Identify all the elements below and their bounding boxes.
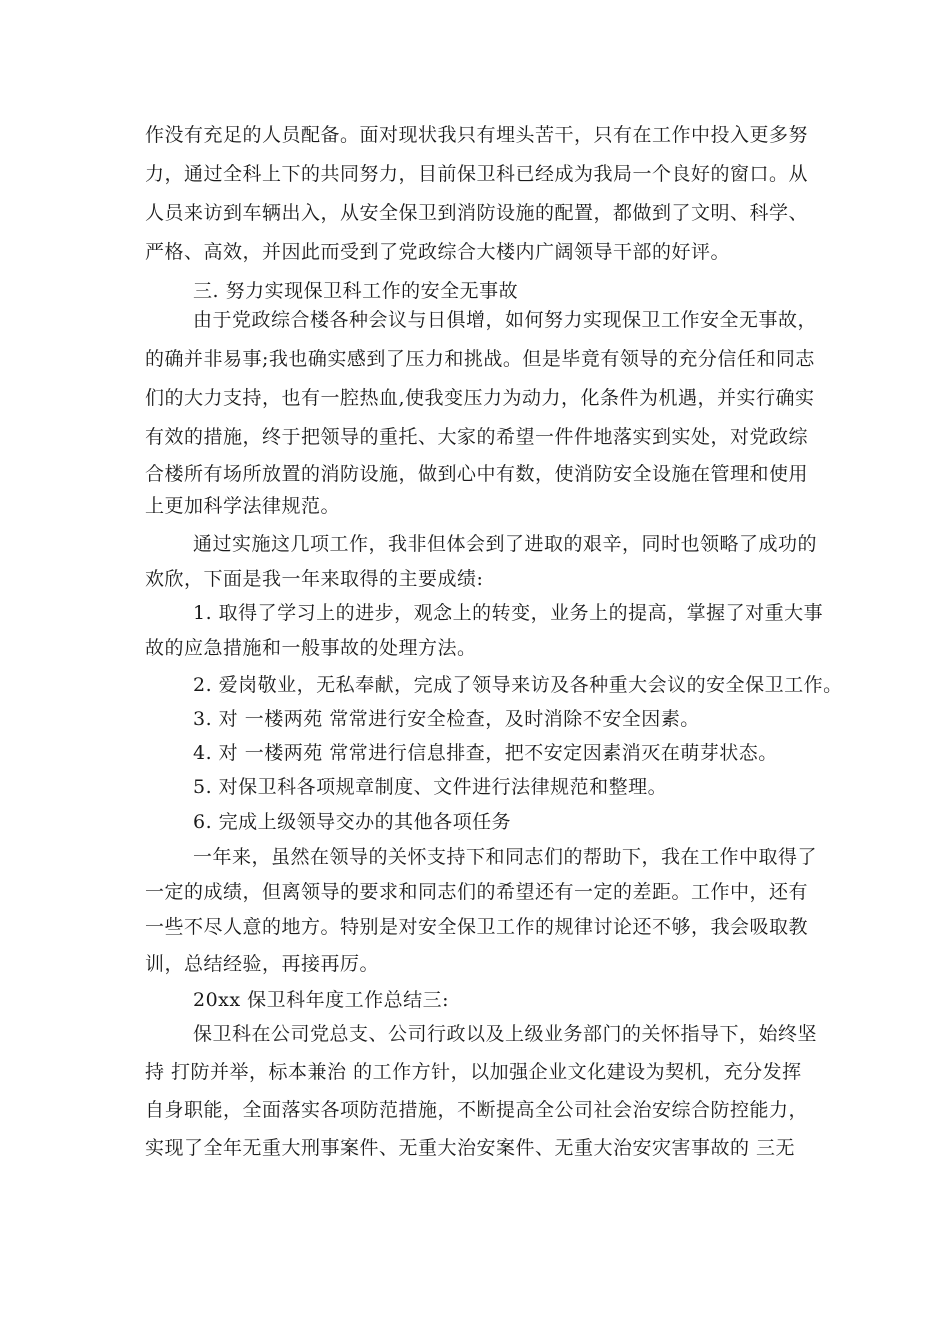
text-line: 持 打防并举，标本兼治 的工作方针，以加强企业文化建设为契机，充分发挥 <box>145 1061 802 1083</box>
text-line: 通过实施这几项工作，我非但体会到了进取的艰辛，同时也领略了成功的 <box>193 533 818 555</box>
text-line: 由于党政综合楼各种会议与日俱增，如何努力实现保卫工作安全无事故， <box>193 309 818 331</box>
text-line: 们的大力支持，也有一腔热血,使我变压力为动力，化条件为机遇，并实行确实 <box>145 387 815 409</box>
text-line: 严格、高效，并因此而受到了党政综合大楼内广阔领导干部的好评。 <box>145 241 731 263</box>
text-line: 自身职能，全面落实各项防范措施，不断提高全公司社会治安综合防控能力， <box>145 1099 809 1121</box>
text-line: 故的应急措施和一般事故的处理方法。 <box>145 637 477 659</box>
list-item: 3. 对 一楼两苑 常常进行安全检查，及时消除不安全因素。 <box>193 708 700 730</box>
text-line: 实现了全年无重大刑事案件、无重大治安案件、无重大治安灾害事故的 三无 <box>145 1137 796 1159</box>
text-line: 一定的成绩，但离领导的要求和同志们的希望还有一定的差距。工作中，还有 <box>145 881 809 903</box>
list-item: 2. 爱岗敬业，无私奉献，完成了领导来访及各种重大会议的安全保卫工作。 <box>193 674 843 696</box>
text-line: 一些不尽人意的地方。特别是对安全保卫工作的规律讨论还不够，我会吸取教 <box>145 916 809 938</box>
text-line: 的确并非易事;我也确实感到了压力和挑战。但是毕竟有领导的充分信任和同志 <box>145 348 815 370</box>
text-line: 力，通过全科上下的共同努力，目前保卫科已经成为我局一个良好的窗口。从 <box>145 163 809 185</box>
list-item: 6. 完成上级领导交办的其他各项任务 <box>193 811 512 833</box>
list-item: 1. 取得了学习上的进步，观念上的转变，业务上的提高，掌握了对重大事 <box>193 602 824 624</box>
text-line: 训，总结经验，再接再厉。 <box>145 953 380 975</box>
section-heading: 三. 努力实现保卫科工作的安全无事故 <box>193 280 519 302</box>
section-heading: 20xx 保卫科年度工作总结三: <box>193 989 450 1011</box>
text-line: 欢欣，下面是我一年来取得的主要成绩: <box>145 568 484 590</box>
text-line: 合楼所有场所放置的消防设施，做到心中有数，使消防安全设施在管理和使用 <box>145 463 809 485</box>
text-line: 一年来，虽然在领导的关怀支持下和同志们的帮助下，我在工作中取得了 <box>193 846 818 868</box>
list-item: 5. 对保卫科各项规章制度、文件进行法律规范和整理。 <box>193 776 668 798</box>
text-line: 作没有充足的人员配备。面对现状我只有埋头苦干，只有在工作中投入更多努 <box>145 124 809 146</box>
text-line: 保卫科在公司党总支、公司行政以及上级业务部门的关怀指导下，始终坚 <box>193 1023 818 1045</box>
text-line: 上更加科学法律规范。 <box>145 495 341 517</box>
text-line: 人员来访到车辆出入，从安全保卫到消防设施的配置，都做到了文明、科学、 <box>145 202 809 224</box>
text-line: 有效的措施，终于把领导的重托、大家的希望一件件地落实到实处，对党政综 <box>145 426 809 448</box>
list-item: 4. 对 一楼两苑 常常进行信息排查，把不安定因素消灭在萌芽状态。 <box>193 742 778 764</box>
